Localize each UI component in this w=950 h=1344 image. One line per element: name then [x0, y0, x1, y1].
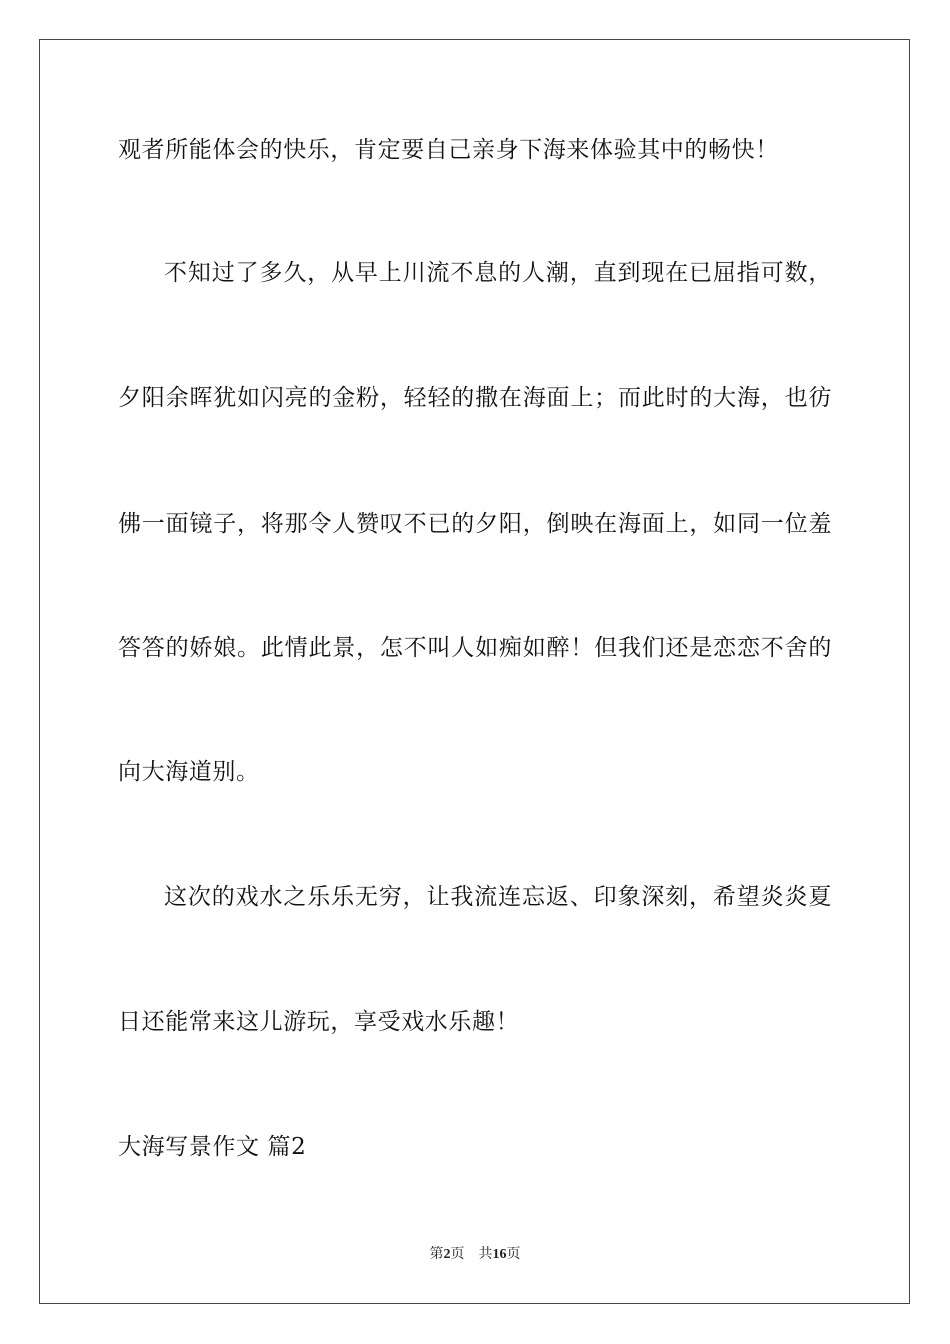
text-line-7: 这次的戏水之乐乐无穷，让我流连忘返、印象深刻，希望炎炎夏 [164, 884, 832, 910]
text-line-4: 佛一面镜子，将那令人赞叹不已的夕阳，倒映在海面上，如同一位羞 [118, 511, 832, 537]
text-line-5: 答答的娇娘。此情此景，怎不叫人如痴如醉！但我们还是恋恋不舍的 [118, 635, 832, 661]
total-suffix: 页 [506, 1247, 521, 1262]
page-frame [39, 39, 910, 1304]
page-suffix: 页 [450, 1247, 465, 1262]
text-line-2: 不知过了多久，从早上川流不息的人潮，直到现在已屈指可数， [164, 260, 832, 286]
page-number: 2 [443, 1247, 451, 1262]
section-heading: 大海写景作文 篇2 [118, 1134, 307, 1160]
total-prefix: 共 [478, 1247, 493, 1262]
text-line-1: 观者所能体会的快乐，肯定要自己亲身下海来体验其中的畅快！ [118, 137, 779, 163]
text-line-8: 日还能常来这儿游玩，享受戏水乐趣！ [118, 1009, 520, 1035]
text-line-3: 夕阳余晖犹如闪亮的金粉，轻轻的撒在海面上；而此时的大海，也彷 [118, 385, 832, 411]
page-prefix: 第 [429, 1247, 444, 1262]
total-pages: 16 [492, 1247, 507, 1262]
page-footer [0, 1246, 950, 1264]
text-line-6: 向大海道别。 [118, 759, 260, 785]
